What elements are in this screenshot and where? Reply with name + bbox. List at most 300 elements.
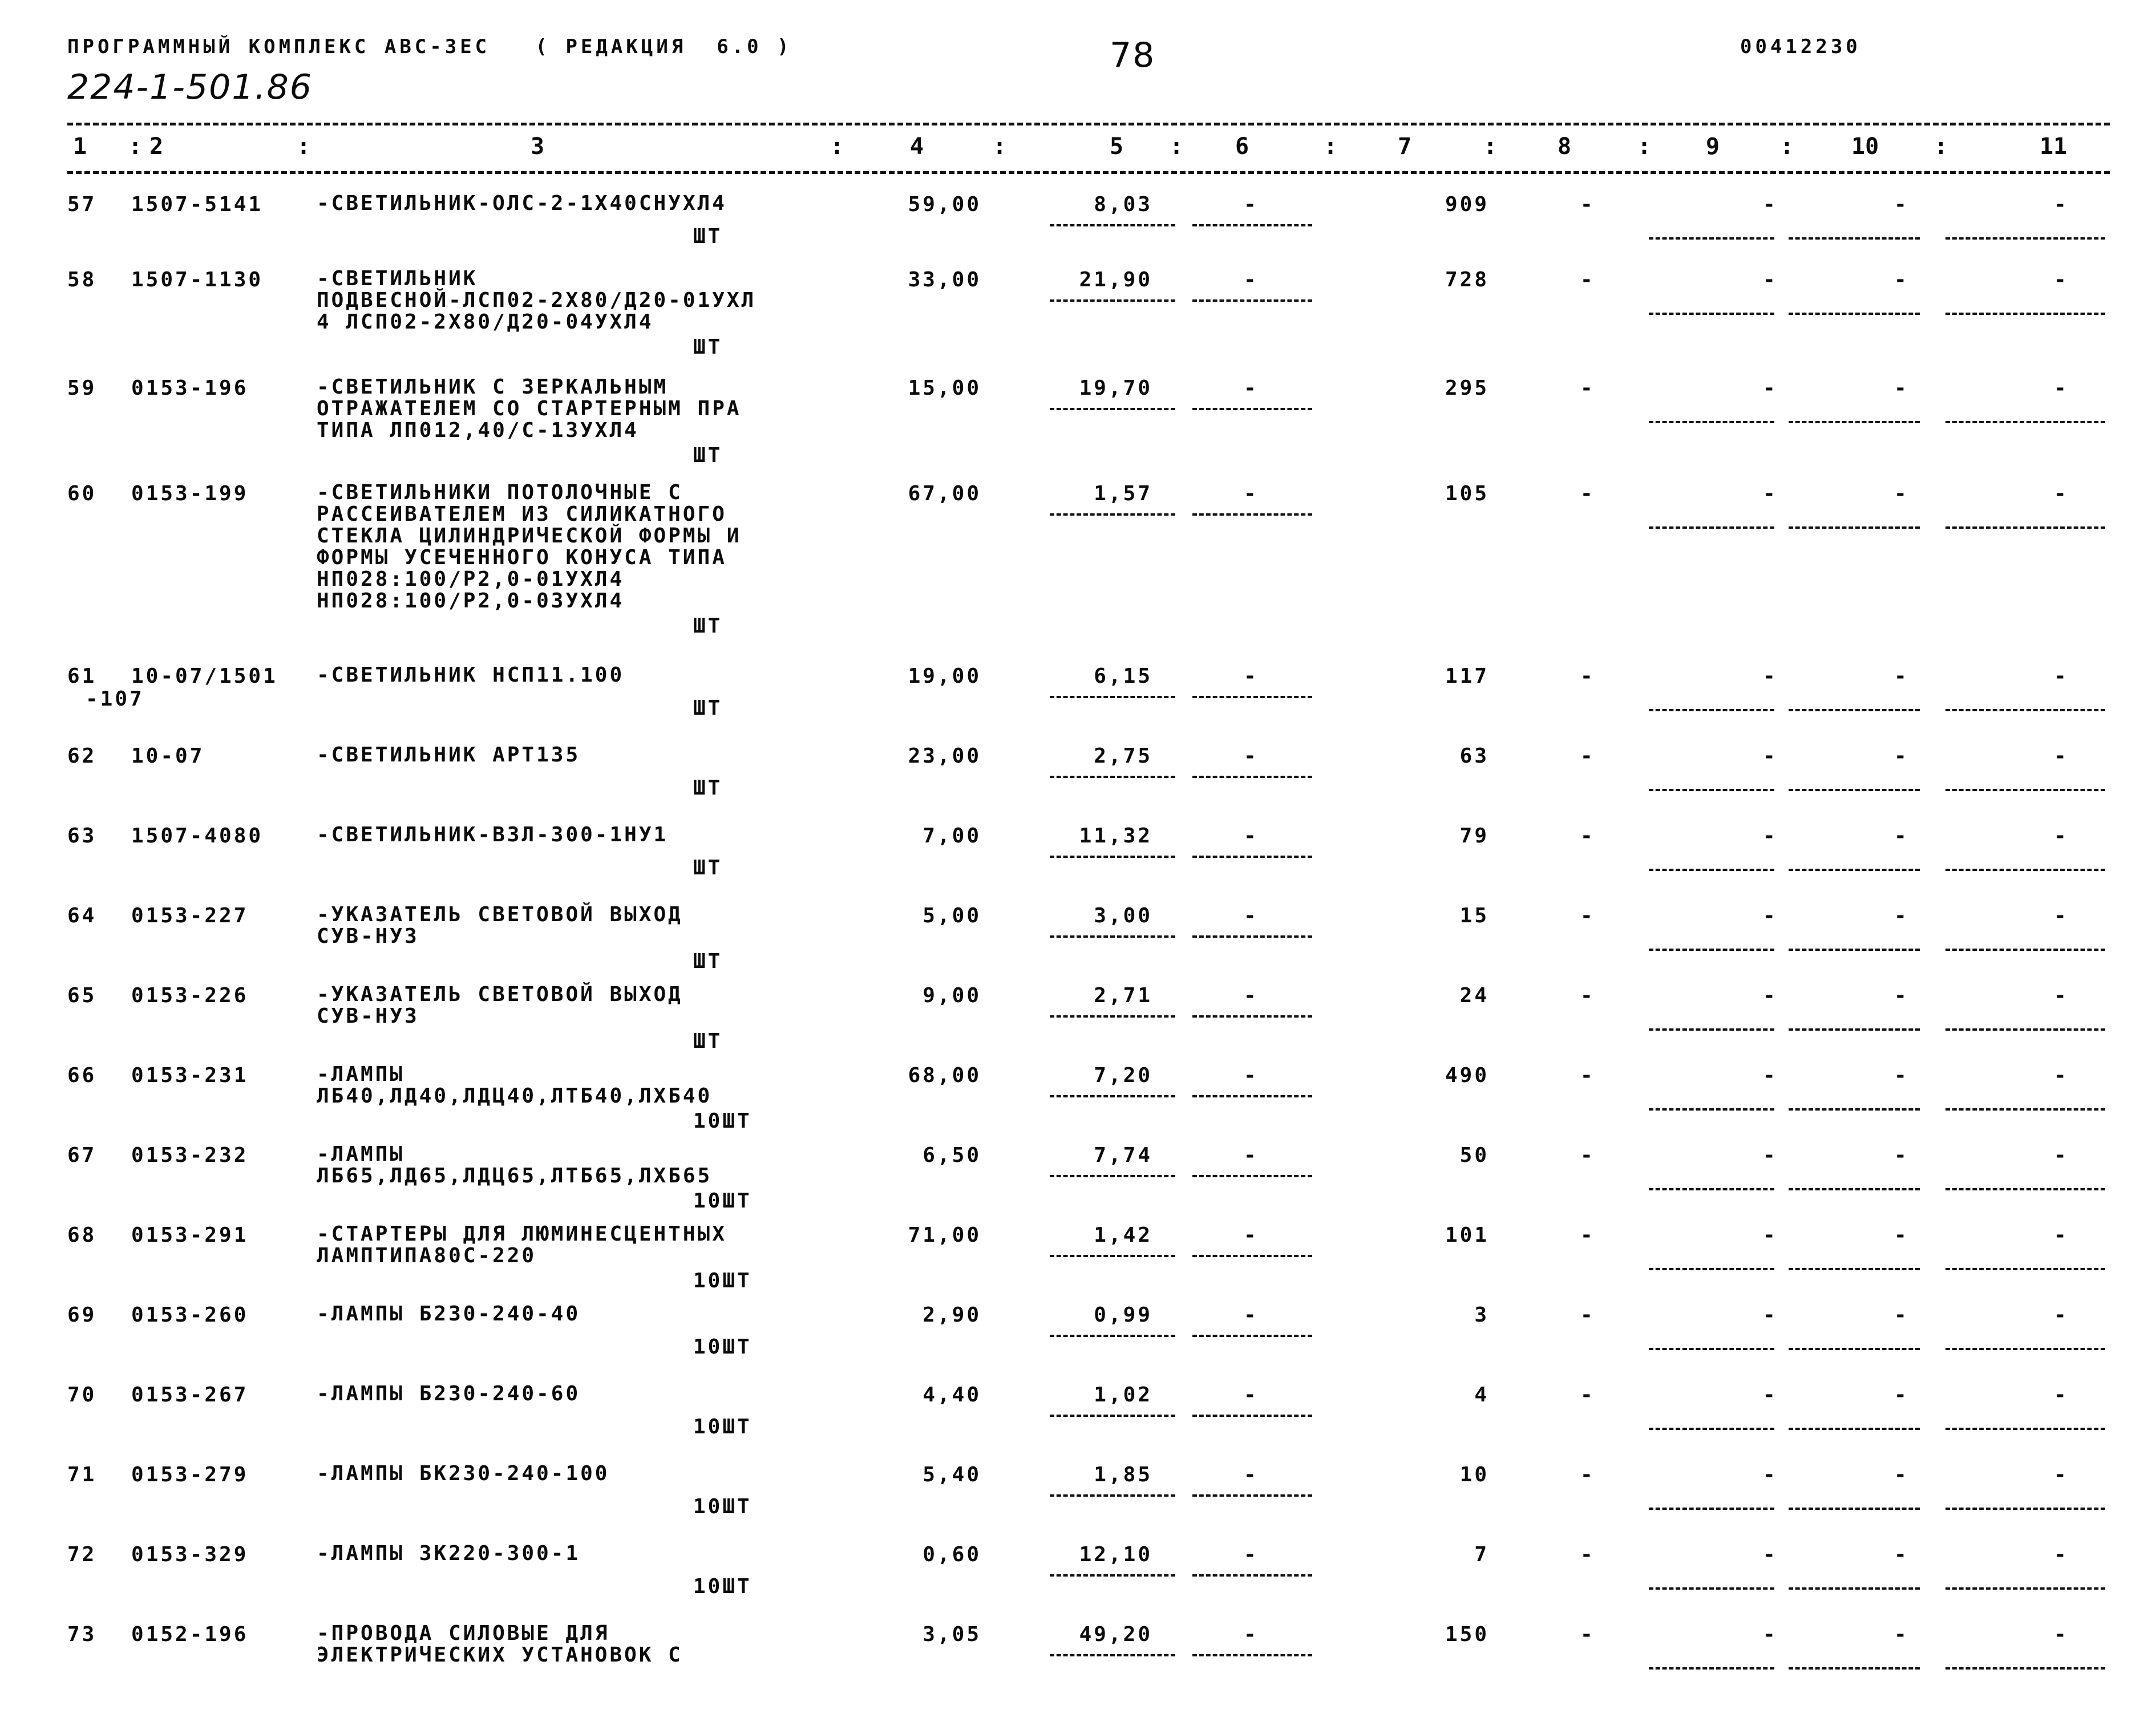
cell-rule bbox=[1789, 1587, 1920, 1590]
col9-value: - bbox=[1763, 744, 1778, 768]
total-cost-value: 150 bbox=[1445, 1623, 1489, 1646]
cell-rule bbox=[1192, 1335, 1312, 1337]
col8-value: - bbox=[1580, 1543, 1595, 1566]
col8-value: - bbox=[1580, 744, 1595, 768]
unit-price-value: 1,42 bbox=[1094, 1223, 1152, 1247]
total-cost-value: 3 bbox=[1474, 1303, 1489, 1327]
unit-of-measure: ШТ bbox=[693, 950, 723, 973]
col9-value: - bbox=[1763, 984, 1778, 1007]
cell-rule bbox=[1945, 709, 2105, 711]
col9-value: - bbox=[1763, 1623, 1778, 1646]
cell-rule bbox=[1945, 526, 2105, 529]
cell-rule bbox=[1649, 526, 1774, 529]
cell-rule bbox=[1192, 408, 1312, 410]
col11-value: - bbox=[2054, 664, 2069, 688]
unit-price-value: 6,15 bbox=[1094, 664, 1152, 688]
description-line: СТЕКЛА ЦИЛИНДРИЧЕСКОЙ ФОРМЫ И bbox=[317, 524, 742, 548]
cell-rule bbox=[1789, 237, 1920, 240]
description-line: 4 ЛСП02-2Х80/Д20-04УХЛ4 bbox=[317, 310, 654, 334]
column-separator: : bbox=[1483, 133, 1498, 160]
description-line: НП028:100/Р2,0-03УХЛ4 bbox=[317, 589, 625, 613]
column-separator: : bbox=[297, 133, 311, 160]
quantity-value: 68,00 bbox=[908, 1064, 981, 1087]
column-header-4: 4 bbox=[910, 133, 924, 160]
cell-rule bbox=[1945, 237, 2105, 240]
total-cost-value: 63 bbox=[1459, 744, 1489, 768]
col6-value: - bbox=[1244, 1383, 1259, 1407]
cell-rule bbox=[1192, 513, 1312, 516]
col10-value: - bbox=[1894, 376, 1909, 400]
cell-rule bbox=[1945, 421, 2105, 423]
description-line: -СТАРТЕРЫ ДЛЯ ЛЮМИНЕСЦЕНТНЫХ bbox=[317, 1222, 727, 1246]
col9-value: - bbox=[1763, 1543, 1778, 1566]
item-description bbox=[317, 664, 624, 686]
col10-value: - bbox=[1894, 664, 1909, 688]
quantity-value: 7,00 bbox=[923, 824, 981, 848]
cell-rule bbox=[1789, 1268, 1920, 1270]
unit-price-value: 7,20 bbox=[1094, 1064, 1152, 1087]
cell-rule bbox=[1789, 1508, 1920, 1510]
col10-value: - bbox=[1894, 1383, 1909, 1407]
cell-rule bbox=[1789, 1428, 1920, 1430]
page-number: 78 bbox=[1110, 35, 1156, 75]
unit-price-value: 21,90 bbox=[1079, 268, 1152, 291]
col8-value: - bbox=[1580, 1303, 1595, 1327]
row-number: 72 bbox=[67, 1543, 97, 1566]
cell-rule bbox=[1945, 1587, 2105, 1590]
cell-rule bbox=[1050, 1654, 1175, 1656]
cell-rule bbox=[1789, 869, 1920, 871]
col10-value: - bbox=[1894, 1144, 1909, 1167]
quantity-value: 9,00 bbox=[923, 984, 981, 1007]
cell-rule bbox=[1050, 856, 1175, 858]
item-description bbox=[317, 193, 727, 214]
item-description bbox=[317, 1223, 727, 1267]
unit-of-measure: 10ШТ bbox=[693, 1495, 752, 1518]
item-description bbox=[317, 268, 756, 333]
price-code: 0153-199 bbox=[131, 482, 249, 505]
col10-value: - bbox=[1894, 984, 1909, 1007]
unit-of-measure: ШТ bbox=[693, 856, 723, 880]
col11-value: - bbox=[2054, 1383, 2069, 1407]
column-separator: : bbox=[1934, 133, 1948, 160]
row-number: 57 bbox=[67, 193, 97, 216]
item-description bbox=[317, 984, 683, 1027]
col11-value: - bbox=[2054, 1223, 2069, 1247]
description-line: ФОРМЫ УСЕЧЕННОГО КОНУСА ТИПА bbox=[317, 546, 727, 569]
cell-rule bbox=[1192, 696, 1312, 698]
total-cost-value: 909 bbox=[1445, 193, 1489, 216]
cell-rule bbox=[1192, 1095, 1312, 1097]
cell-rule bbox=[1050, 696, 1175, 698]
cell-rule bbox=[1050, 935, 1175, 938]
quantity-value: 5,40 bbox=[923, 1463, 981, 1486]
col9-value: - bbox=[1763, 904, 1778, 927]
col6-value: - bbox=[1244, 1303, 1259, 1327]
row-number: 71 bbox=[67, 1463, 97, 1486]
cell-rule bbox=[1649, 789, 1774, 791]
column-separator: : bbox=[1170, 133, 1184, 160]
description-line: -СВЕТИЛЬНИК С ЗЕРКАЛЬНЫМ bbox=[317, 375, 669, 399]
row-number: 63 bbox=[67, 824, 97, 848]
price-code: 0153-291 bbox=[131, 1223, 249, 1247]
cell-rule bbox=[1649, 869, 1774, 871]
col10-value: - bbox=[1894, 744, 1909, 768]
col9-value: - bbox=[1763, 193, 1778, 216]
total-cost-value: 105 bbox=[1445, 482, 1489, 505]
cell-rule bbox=[1050, 776, 1175, 778]
col9-value: - bbox=[1763, 1383, 1778, 1407]
col10-value: - bbox=[1894, 824, 1909, 848]
total-cost-value: 10 bbox=[1459, 1463, 1489, 1486]
header-bottom-rule bbox=[67, 171, 2110, 174]
description-line: РАССЕИВАТЕЛЕМ ИЗ СИЛИКАТНОГО bbox=[317, 503, 727, 526]
unit-of-measure: 10ШТ bbox=[693, 1335, 752, 1359]
cell-rule bbox=[1050, 1175, 1175, 1177]
cell-rule bbox=[1649, 1108, 1774, 1111]
cell-rule bbox=[1945, 1028, 2105, 1031]
col10-value: - bbox=[1894, 1223, 1909, 1247]
cell-rule bbox=[1945, 1188, 2105, 1190]
item-description bbox=[317, 1383, 580, 1405]
total-cost-value: 117 bbox=[1445, 664, 1489, 688]
unit-of-measure: ШТ bbox=[693, 335, 723, 359]
cell-rule bbox=[1945, 949, 2105, 951]
col6-value: - bbox=[1244, 744, 1259, 768]
item-description bbox=[317, 1623, 683, 1666]
col9-value: - bbox=[1763, 1064, 1778, 1087]
total-cost-value: 15 bbox=[1459, 904, 1489, 927]
cell-rule bbox=[1192, 1574, 1312, 1577]
col6-value: - bbox=[1244, 664, 1259, 688]
price-code: 1507-5141 bbox=[131, 193, 264, 216]
description-line: -ЛАМПЫ ЗК220-300-1 bbox=[317, 1542, 581, 1565]
total-cost-value: 101 bbox=[1445, 1223, 1489, 1247]
column-header-2: 2 bbox=[149, 133, 164, 160]
col8-value: - bbox=[1580, 1223, 1595, 1247]
col8-value: - bbox=[1580, 1383, 1595, 1407]
quantity-value: 0,60 bbox=[923, 1543, 981, 1566]
col6-value: - bbox=[1244, 1623, 1259, 1646]
total-cost-value: 728 bbox=[1445, 268, 1489, 291]
quantity-value: 33,00 bbox=[908, 268, 981, 291]
cell-rule bbox=[1789, 421, 1920, 423]
col9-value: - bbox=[1763, 482, 1778, 505]
quantity-value: 5,00 bbox=[923, 904, 981, 927]
row-number: 70 bbox=[67, 1383, 97, 1407]
quantity-value: 2,90 bbox=[923, 1303, 981, 1327]
col6-value: - bbox=[1244, 824, 1259, 848]
cell-rule bbox=[1192, 1654, 1312, 1656]
item-description bbox=[317, 1543, 580, 1565]
col10-value: - bbox=[1894, 1623, 1909, 1646]
col9-value: - bbox=[1763, 376, 1778, 400]
description-line: -УКАЗАТЕЛЬ СВЕТОВОЙ ВЫХОД bbox=[317, 903, 683, 926]
column-separator: : bbox=[1324, 133, 1338, 160]
column-header-3: 3 bbox=[531, 133, 545, 160]
col6-value: - bbox=[1244, 1064, 1259, 1087]
cell-rule bbox=[1050, 1494, 1175, 1497]
cell-rule bbox=[1050, 1095, 1175, 1097]
row-number: 64 bbox=[67, 904, 97, 927]
cell-rule bbox=[1192, 856, 1312, 858]
description-line: ЛБ65,ЛД65,ЛДЦ65,ЛТБ65,ЛХБ65 bbox=[317, 1164, 713, 1188]
cell-rule bbox=[1050, 1574, 1175, 1577]
col8-value: - bbox=[1580, 664, 1595, 688]
column-header-1: 1 bbox=[73, 133, 87, 160]
cell-rule bbox=[1945, 1108, 2105, 1111]
quantity-value: 6,50 bbox=[923, 1144, 981, 1167]
unit-of-measure: ШТ bbox=[693, 614, 723, 638]
col8-value: - bbox=[1580, 904, 1595, 927]
cell-rule bbox=[1945, 1428, 2105, 1430]
quantity-value: 19,00 bbox=[908, 664, 981, 688]
col9-value: - bbox=[1763, 1463, 1778, 1486]
unit-of-measure: ШТ bbox=[693, 444, 723, 467]
col11-value: - bbox=[2054, 824, 2069, 848]
unit-price-value: 1,85 bbox=[1094, 1463, 1152, 1486]
description-line: -УКАЗАТЕЛЬ СВЕТОВОЙ ВЫХОД bbox=[317, 983, 683, 1006]
price-code: 0153-267 bbox=[131, 1383, 249, 1407]
cell-rule bbox=[1649, 709, 1774, 711]
price-code: 0153-231 bbox=[131, 1064, 249, 1087]
column-separator: : bbox=[1637, 133, 1652, 160]
price-code: 0152-196 bbox=[131, 1623, 249, 1646]
row-number: 60 bbox=[67, 482, 97, 505]
unit-of-measure: 10ШТ bbox=[693, 1189, 752, 1213]
col6-value: - bbox=[1244, 376, 1259, 400]
col11-value: - bbox=[2054, 904, 2069, 927]
price-code: 1507-4080 bbox=[131, 824, 264, 848]
row-number: 58 bbox=[67, 268, 97, 291]
col8-value: - bbox=[1580, 482, 1595, 505]
col10-value: - bbox=[1894, 268, 1909, 291]
cell-rule bbox=[1192, 935, 1312, 938]
unit-of-measure: ШТ bbox=[693, 696, 723, 720]
cell-rule bbox=[1789, 949, 1920, 951]
col8-value: - bbox=[1580, 268, 1595, 291]
quantity-value: 59,00 bbox=[908, 193, 981, 216]
cell-rule bbox=[1789, 709, 1920, 711]
description-line: ТИПА ЛП012,40/С-13УХЛ4 bbox=[317, 419, 639, 442]
description-line: СУВ-НУ3 bbox=[317, 1004, 419, 1028]
col10-value: - bbox=[1894, 193, 1909, 216]
description-line: ПОДВЕСНОЙ-ЛСП02-2Х80/Д20-01УХЛ bbox=[317, 289, 757, 312]
description-line: -ПРОВОДА СИЛОВЫЕ ДЛЯ bbox=[317, 1622, 610, 1645]
item-description bbox=[317, 482, 742, 612]
col6-value: - bbox=[1244, 1223, 1259, 1247]
unit-of-measure: 10ШТ bbox=[693, 1269, 752, 1292]
cell-rule bbox=[1192, 776, 1312, 778]
unit-price-value: 0,99 bbox=[1094, 1303, 1152, 1327]
cell-rule bbox=[1649, 1667, 1774, 1670]
cell-rule bbox=[1192, 299, 1312, 302]
cell-rule bbox=[1050, 513, 1175, 516]
column-header-9: 9 bbox=[1706, 133, 1720, 160]
col11-value: - bbox=[2054, 193, 2069, 216]
price-code: 10-07/1501 bbox=[131, 664, 278, 688]
cell-rule bbox=[1945, 869, 2105, 871]
col10-value: - bbox=[1894, 1064, 1909, 1087]
col8-value: - bbox=[1580, 984, 1595, 1007]
unit-price-value: 8,03 bbox=[1094, 193, 1152, 216]
col11-value: - bbox=[2054, 1303, 2069, 1327]
cell-rule bbox=[1649, 1188, 1774, 1190]
item-description bbox=[317, 824, 668, 846]
description-line: -СВЕТИЛЬНИК-ВЗЛ-300-1НУ1 bbox=[317, 823, 669, 846]
cell-rule bbox=[1945, 1508, 2105, 1510]
row-number: 68 bbox=[67, 1223, 97, 1247]
col11-value: - bbox=[2054, 1144, 2069, 1167]
total-cost-value: 295 bbox=[1445, 376, 1489, 400]
col10-value: - bbox=[1894, 1463, 1909, 1486]
unit-of-measure: ШТ bbox=[693, 776, 723, 800]
price-code: 0153-226 bbox=[131, 984, 249, 1007]
description-line: -СВЕТИЛЬНИК НСП11.100 bbox=[317, 663, 625, 687]
cell-rule bbox=[1649, 1348, 1774, 1350]
description-line: ОТРАЖАТЕЛЕМ СО СТАРТЕРНЫМ ПРА bbox=[317, 397, 742, 420]
col6-value: - bbox=[1244, 193, 1259, 216]
item-description bbox=[317, 1463, 609, 1485]
price-code: 0153-232 bbox=[131, 1144, 249, 1167]
cell-rule bbox=[1192, 1494, 1312, 1497]
col6-value: - bbox=[1244, 1463, 1259, 1486]
col6-value: - bbox=[1244, 1144, 1259, 1167]
total-cost-value: 50 bbox=[1459, 1144, 1489, 1167]
item-description bbox=[317, 904, 683, 947]
column-header-10: 10 bbox=[1851, 133, 1879, 160]
cell-rule bbox=[1789, 526, 1920, 529]
program-title: ПРОГРАММНЫЙ КОМПЛЕКС АВС-ЗЕС ( РЕДАКЦИЯ 6.0 ) bbox=[67, 35, 792, 58]
description-line: -ЛАМПЫ bbox=[317, 1063, 405, 1086]
cell-rule bbox=[1649, 237, 1774, 240]
unit-price-value: 2,71 bbox=[1094, 984, 1152, 1007]
total-cost-value: 7 bbox=[1474, 1543, 1489, 1566]
total-cost-value: 4 bbox=[1474, 1383, 1489, 1407]
col9-value: - bbox=[1763, 1144, 1778, 1167]
unit-price-value: 2,75 bbox=[1094, 744, 1152, 768]
col8-value: - bbox=[1580, 193, 1595, 216]
row-number: 73 bbox=[67, 1623, 97, 1646]
col11-value: - bbox=[2054, 984, 2069, 1007]
cell-rule bbox=[1649, 1587, 1774, 1590]
col8-value: - bbox=[1580, 1623, 1595, 1646]
unit-of-measure: 10ШТ bbox=[693, 1575, 752, 1598]
price-code: 0153-279 bbox=[131, 1463, 249, 1486]
row-number: 65 bbox=[67, 984, 97, 1007]
quantity-value: 15,00 bbox=[908, 376, 981, 400]
unit-price-value: 1,57 bbox=[1094, 482, 1152, 505]
col11-value: - bbox=[2054, 1623, 2069, 1646]
description-line: ЛБ40,ЛД40,ЛДЦ40,ЛТБ40,ЛХБ40 bbox=[317, 1084, 713, 1108]
price-code: 10-07 bbox=[131, 744, 205, 768]
item-description bbox=[317, 744, 580, 766]
col11-value: - bbox=[2054, 1463, 2069, 1486]
unit-price-value: 11,32 bbox=[1079, 824, 1152, 848]
quantity-value: 23,00 bbox=[908, 744, 981, 768]
description-line: СУВ-НУ3 bbox=[317, 925, 419, 948]
col9-value: - bbox=[1763, 268, 1778, 291]
cell-rule bbox=[1192, 224, 1312, 226]
col8-value: - bbox=[1580, 376, 1595, 400]
description-line: -СВЕТИЛЬНИК АРТ135 bbox=[317, 743, 581, 767]
unit-of-measure: 10ШТ bbox=[693, 1415, 752, 1439]
cell-rule bbox=[1649, 313, 1774, 315]
column-header-8: 8 bbox=[1558, 133, 1572, 160]
column-header-7: 7 bbox=[1398, 133, 1412, 160]
price-code: 0153-227 bbox=[131, 904, 249, 927]
col8-value: - bbox=[1580, 1463, 1595, 1486]
cell-rule bbox=[1649, 1028, 1774, 1031]
cell-rule bbox=[1050, 299, 1175, 302]
col11-value: - bbox=[2054, 1543, 2069, 1566]
cell-rule bbox=[1649, 1268, 1774, 1270]
unit-price-value: 7,74 bbox=[1094, 1144, 1152, 1167]
column-separator: : bbox=[993, 133, 1007, 160]
cell-rule bbox=[1192, 1015, 1312, 1018]
cell-rule bbox=[1192, 1255, 1312, 1257]
col6-value: - bbox=[1244, 268, 1259, 291]
col10-value: - bbox=[1894, 1303, 1909, 1327]
price-code: 0153-196 bbox=[131, 376, 249, 400]
cell-rule bbox=[1789, 789, 1920, 791]
price-code: 0153-329 bbox=[131, 1543, 249, 1566]
col9-value: - bbox=[1763, 1303, 1778, 1327]
description-line: ЛАМПТИПА80С-220 bbox=[317, 1244, 537, 1267]
col9-value: - bbox=[1763, 824, 1778, 848]
cell-rule bbox=[1649, 421, 1774, 423]
col11-value: - bbox=[2054, 744, 2069, 768]
column-header-5: 5 bbox=[1110, 133, 1124, 160]
item-description bbox=[317, 376, 742, 441]
col9-value: - bbox=[1763, 1223, 1778, 1247]
description-line: -ЛАМПЫ Б230-240-60 bbox=[317, 1382, 581, 1405]
cell-rule bbox=[1945, 1348, 2105, 1350]
col6-value: - bbox=[1244, 1543, 1259, 1566]
item-description bbox=[317, 1064, 712, 1107]
description-line: -ЛАМПЫ Б230-240-40 bbox=[317, 1302, 581, 1326]
quantity-value: 67,00 bbox=[908, 482, 981, 505]
cell-rule bbox=[1789, 1188, 1920, 1190]
cell-rule bbox=[1050, 224, 1175, 226]
col8-value: - bbox=[1580, 1144, 1595, 1167]
description-line: ЭЛЕКТРИЧЕСКИХ УСТАНОВОК С bbox=[317, 1643, 683, 1667]
col9-value: - bbox=[1763, 664, 1778, 688]
col8-value: - bbox=[1580, 1064, 1595, 1087]
price-code: 0153-260 bbox=[131, 1303, 249, 1327]
col11-value: - bbox=[2054, 1064, 2069, 1087]
total-cost-value: 24 bbox=[1459, 984, 1489, 1007]
cell-rule bbox=[1050, 408, 1175, 410]
unit-price-value: 1,02 bbox=[1094, 1383, 1152, 1407]
cell-rule bbox=[1789, 313, 1920, 315]
col6-value: - bbox=[1244, 984, 1259, 1007]
column-separator: : bbox=[128, 133, 143, 160]
quantity-value: 3,05 bbox=[923, 1623, 981, 1646]
cell-rule bbox=[1050, 1015, 1175, 1018]
header-top-rule bbox=[67, 123, 2110, 125]
unit-price-value: 49,20 bbox=[1079, 1623, 1152, 1646]
cell-rule bbox=[1945, 313, 2105, 315]
column-separator: : bbox=[1780, 133, 1794, 160]
col8-value: - bbox=[1580, 824, 1595, 848]
description-line: -СВЕТИЛЬНИК-ОЛС-2-1Х40СНУХЛ4 bbox=[317, 192, 727, 215]
item-description bbox=[317, 1303, 580, 1325]
unit-price-value: 3,00 bbox=[1094, 904, 1152, 927]
handwritten-ref: 224-1-501.86 bbox=[67, 67, 313, 107]
description-line: -СВЕТИЛЬНИК bbox=[317, 267, 478, 290]
col10-value: - bbox=[1894, 1543, 1909, 1566]
